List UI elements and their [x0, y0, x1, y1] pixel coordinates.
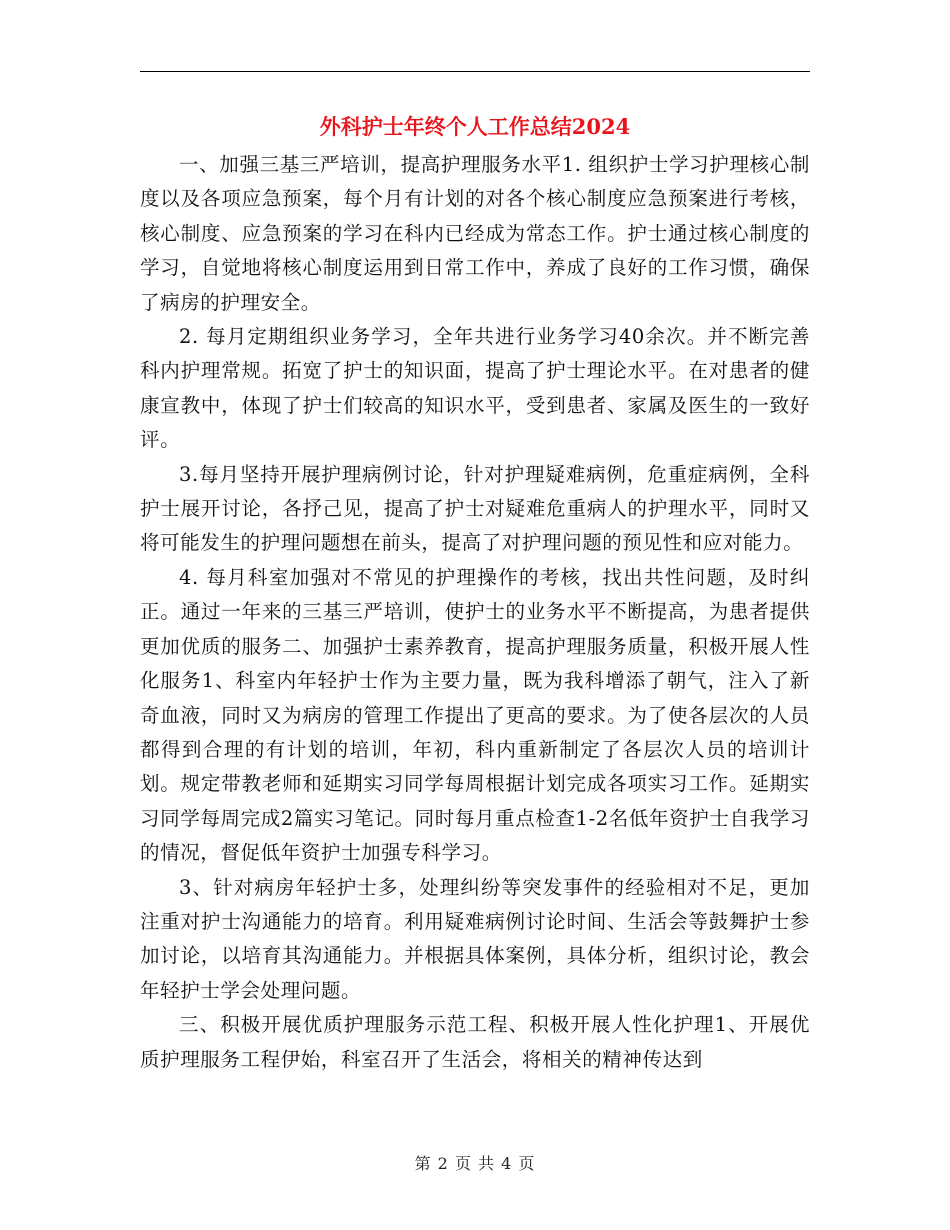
header-rule	[140, 71, 810, 72]
paragraph-3: 3.每月坚持开展护理病例讨论，针对护理疑难病例，危重症病例，全科护士展开讨论，各抒己见，提高了护士对疑难危重病人的护理水平，同时又将可能发生的护理问题想在前头，提高了对护理问题的预见性和应对能力。	[140, 462, 810, 555]
document-body	[140, 148, 810, 1077]
document-title: 外科护士年终个人工作总结2024	[319, 114, 631, 139]
paragraph-1: 一、加强三基三严培训，提高护理服务水平1. 组织护士学习护理核心制度以及各项应急预案，每个月有计划的对各个核心制度应急预案进行考核，核心制度、应急预案的学习在科内已经成为常态工作。护士通过核心制度的学习，自觉地将核心制度运用到日常工作中，养成了良好的工作习惯，确保了病房的护理安全。	[140, 153, 810, 314]
page-number-footer: 第 2 页 共 4 页	[414, 1154, 536, 1173]
paragraph-6: 三、积极开展优质护理服务示范工程、积极开展人性化护理1、开展优质护理服务工程伊始，科室召开了生活会，将相关的精神传达到	[140, 1013, 810, 1071]
paragraph-4: 4. 每月科室加强对不常见的护理操作的考核，找出共性问题，及时纠正。通过一年来的三基三严培训，使护士的业务水平不断提高，为患者提供更加优质的服务二、加强护士素养教育，提高护理服务质量，积极开展人性化服务1、科室内年轻护士作为主要力量，既为我科增添了朝气，注入了新奇血液，同时又为病房的管理工作提出了更高的要求。为了使各层次的人员都得到合理的有计划的培训，年初，科内重新制定了各层次人员的培训计划。规定带教老师和延期实习同学每周根据计划完成各项实习工作。延期实习同学每周完成2篇实习笔记。同时每月重点检查1-2名低年资护士自我学习的情况，督促低年资护士加强专科学习。	[140, 565, 810, 865]
paragraph-5: 3、针对病房年轻护士多，处理纠纷等突发事件的经验相对不足，更加注重对护士沟通能力的培育。利用疑难病例讨论时间、生活会等鼓舞护士参加讨论，以培育其沟通能力。并根据具体案例，具体分析，组织讨论，教会年轻护士学会处理问题。	[140, 875, 810, 1002]
paragraph-2: 2. 每月定期组织业务学习，全年共进行业务学习40余次。并不断完善科内护理常规。拓宽了护士的知识面，提高了护士理论水平。在对患者的健康宣教中，体现了护士们较高的知识水平，受到患者、家属及医生的一致好评。	[140, 325, 810, 452]
